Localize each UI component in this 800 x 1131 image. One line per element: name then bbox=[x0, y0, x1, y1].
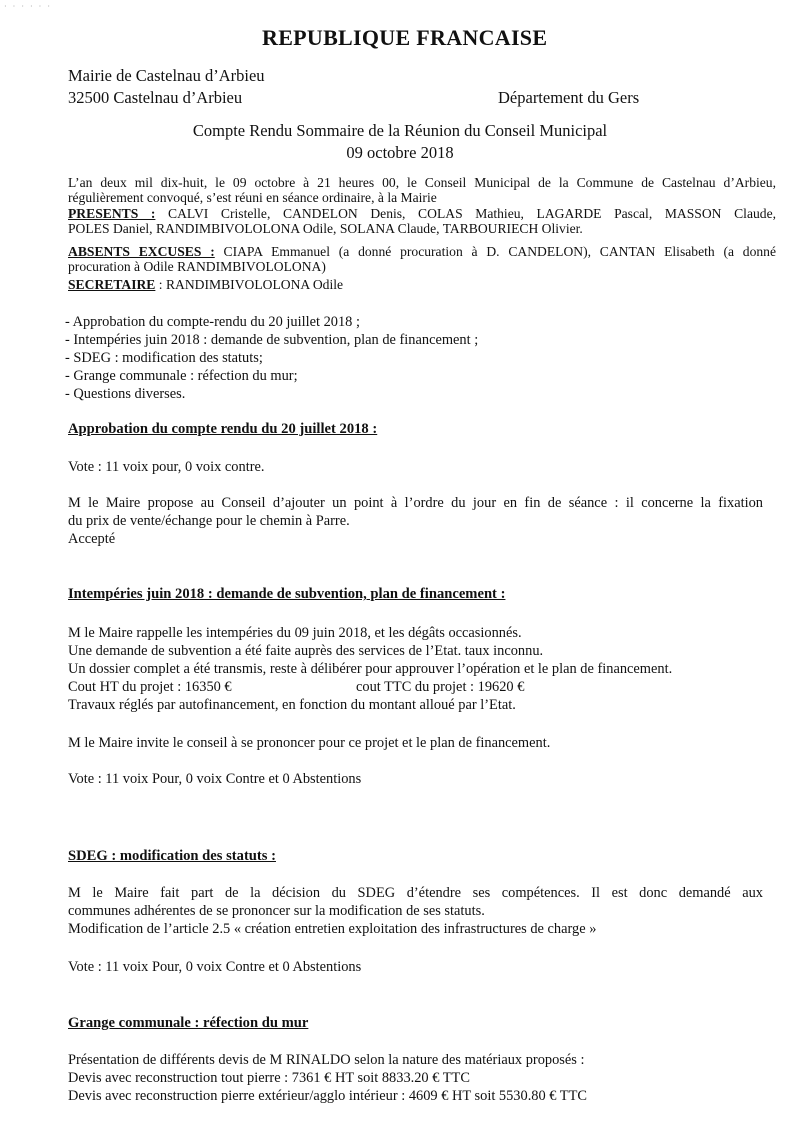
report-date: 09 octobre 2018 bbox=[346, 143, 454, 162]
absents-names-cont: procuration à Odile RANDIMBIVOLOLONA) bbox=[68, 259, 326, 274]
presents-names-cont: POLES Daniel, RANDIMBIVOLOLONA Odile, SOLANA Claude, TARBOURIECH Olivier. bbox=[68, 221, 583, 236]
vote-line: Vote : 11 voix Pour, 0 voix Contre et 0 Abstentions bbox=[68, 771, 362, 787]
presents-names: CALVI Cristelle, CANDELON Denis, COLAS Mathieu, LAGARDE Pascal, MASSON Claude, bbox=[155, 206, 776, 221]
secretaire-value: : RANDIMBIVOLOLONA Odile bbox=[155, 277, 344, 292]
quote-line: Devis avec reconstruction pierre extérieur/agglo intérieur : 4609 € HT soit 5530.80 € TTC bbox=[68, 1088, 587, 1104]
page-title: REPUBLIQUE FRANCAISE bbox=[262, 25, 548, 50]
paragraph-line: M le Maire propose au Conseil d’ajouter un point à l’ordre du jour en fin de séance : il concerne la fixation bbox=[68, 495, 763, 511]
report-subtitle: Compte Rendu Sommaire de la Réunion du Conseil Municipal bbox=[192, 121, 608, 140]
intro-line: régulièrement convoqué, s’est réuni en séance ordinaire, à la Mairie bbox=[68, 190, 437, 205]
quote-line: Devis avec reconstruction tout pierre : 7361 € HT soit 8833.20 € TTC bbox=[68, 1070, 470, 1086]
section-title: Grange communale : réfection du mur bbox=[68, 1015, 309, 1031]
absents-names: CIAPA Emmanuel (a donné procuration à D. CANDELON), CANTAN Elisabeth (a donné bbox=[214, 244, 777, 259]
scan-artifact: · · · · · · bbox=[4, 2, 52, 11]
mairie-name: Mairie de Castelnau d’Arbieu bbox=[68, 66, 265, 85]
agenda-item: - Intempéries juin 2018 : demande de subvention, plan de financement ; bbox=[65, 332, 479, 348]
section-title: SDEG : modification des statuts : bbox=[68, 848, 276, 864]
paragraph-line: communes adhérentes de se prononcer sur la modification de ses statuts. bbox=[68, 903, 485, 919]
intro-line: L’an deux mil dix-huit, le 09 octobre à 21 heures 00, le Conseil Municipal de la Commune de Castelnau d’Arbieu, bbox=[68, 175, 776, 190]
vote-line: Vote : 11 voix Pour, 0 voix Contre et 0 Abstentions bbox=[68, 959, 362, 975]
cost-ttc: cout TTC du projet : 19620 € bbox=[356, 679, 525, 695]
agenda-item: - Questions diverses. bbox=[65, 386, 186, 402]
departement: Département du Gers bbox=[498, 88, 640, 107]
section-title: Approbation du compte rendu du 20 juillet 2018 : bbox=[68, 421, 378, 437]
agenda-item: - Approbation du compte-rendu du 20 juillet 2018 ; bbox=[65, 314, 360, 330]
paragraph-line: M le Maire rappelle les intempéries du 09 juin 2018, et les dégâts occasionnés. bbox=[68, 625, 522, 641]
paragraph-line: Un dossier complet a été transmis, reste à délibérer pour approuver l’opération et le plan de financement. bbox=[68, 661, 673, 677]
accepted-note: Accepté bbox=[68, 531, 116, 547]
paragraph-line: M le Maire invite le conseil à se prononcer pour ce projet et le plan de financement. bbox=[68, 735, 551, 751]
mairie-address: 32500 Castelnau d’Arbieu bbox=[68, 88, 243, 107]
presents-line bbox=[68, 207, 776, 222]
presents-label: PRESENTS : bbox=[68, 206, 156, 221]
paragraph-line: M le Maire fait part de la décision du SDEG d’étendre ses compétences. Il est donc demandé aux bbox=[68, 885, 763, 901]
paragraph-line: Modification de l’article 2.5 « création entretien exploitation des infrastructures de charge » bbox=[68, 921, 597, 937]
secretaire-label: SECRETAIRE bbox=[68, 277, 156, 292]
paragraph-line: du prix de vente/échange pour le chemin à Parre. bbox=[68, 513, 350, 529]
secretaire-line bbox=[68, 278, 343, 293]
absents-line bbox=[68, 245, 776, 260]
paragraph-line: Travaux réglés par autofinancement, en fonction du montant alloué par l’Etat. bbox=[68, 697, 516, 713]
vote-line: Vote : 11 voix pour, 0 voix contre. bbox=[68, 459, 265, 475]
agenda-item: - Grange communale : réfection du mur; bbox=[65, 368, 298, 384]
paragraph-line: Présentation de différents devis de M RINALDO selon la nature des matériaux proposés : bbox=[68, 1052, 585, 1068]
paragraph-line: Une demande de subvention a été faite auprès des services de l’Etat. taux inconnu. bbox=[68, 643, 544, 659]
section-title: Intempéries juin 2018 : demande de subvention, plan de financement : bbox=[68, 586, 506, 602]
absents-label: ABSENTS EXCUSES : bbox=[68, 244, 215, 259]
cost-ht: Cout HT du projet : 16350 € bbox=[68, 679, 232, 695]
agenda-item: - SDEG : modification des statuts; bbox=[65, 350, 263, 366]
